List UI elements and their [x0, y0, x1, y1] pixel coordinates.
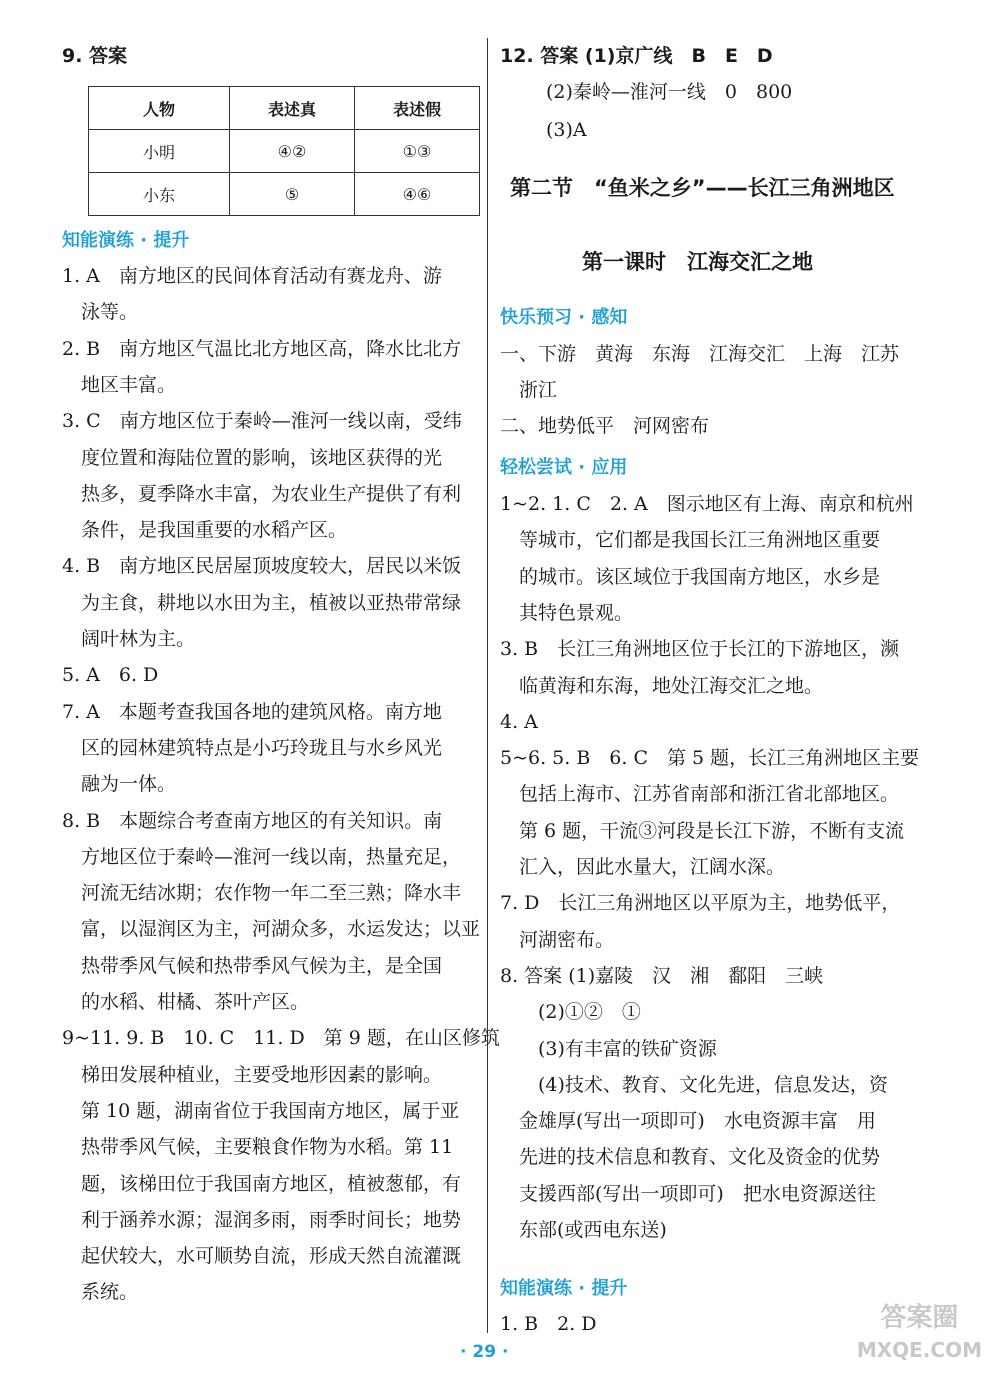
answer-line: 阔叶林为主。 [62, 628, 196, 650]
answer-line: 2. B 南方地区气温比北方地区高，降水比北方 [62, 337, 462, 360]
answer-line: 融为一体。 [62, 773, 177, 796]
answer-line: 第 10 题，湖南省位于我国南方地区，属于亚 [62, 1099, 460, 1122]
answer-line: 度位置和海陆位置的影响，该地区获得的光 [62, 446, 443, 469]
column-divider [487, 38, 488, 1333]
table-header: 表述真 [230, 87, 355, 130]
answer-table [88, 86, 480, 216]
answer-line: 4. B 南方地区民居屋顶坡度较大，居民以米饭 [62, 555, 462, 578]
answer-line: 条件，是我国重要的水稻产区。 [62, 519, 348, 542]
table-cell: ④⑥ [355, 173, 480, 216]
answer-line: 第 6 题，干流③河段是长江下游，不断有支流 [500, 819, 905, 842]
answer-line: (4)技术、教育、文化先进，信息发达，资 [500, 1073, 888, 1096]
answer-line: 热带季风气候，主要粮食作物为水稻。第 11 [62, 1136, 454, 1159]
answer-line: 起伏较大，水可顺势自流，形成天然自流灌溉 [62, 1245, 462, 1268]
answer-line: 7. D 长江三角洲地区以平原为主，地势低平， [500, 892, 901, 915]
table-header: 表述假 [355, 87, 480, 130]
answer-line: 为主食，耕地以水田为主，植被以亚热带常绿 [62, 591, 462, 614]
preview-line: 一、下游 黄海 东海 江海交汇 上海 江苏 [500, 343, 900, 365]
practice-line: 1. B 2. D [500, 1313, 597, 1335]
answer-line: 热带季风气候和热带季风气候为主，是全国 [62, 954, 443, 977]
table-row [89, 130, 480, 173]
answer-line: 富，以湿润区为主，河湖众多，水运发达；以亚 [62, 918, 481, 941]
answer-line: 系统。 [62, 1281, 139, 1304]
preview-section-title: 快乐预习 · 感知 [500, 307, 628, 328]
answer-line: 题，该梯田位于我国南方地区，植被葱郁，有 [62, 1172, 462, 1195]
answer-line: 9~11. 9. B 10. C 11. D 第 9 题，在山区修筑 [62, 1027, 500, 1050]
q12-answer-line: 12. 答案 (1)京广线 B E D [500, 45, 773, 67]
answer-line: 包括上海市、江苏省南部和浙江省北部地区。 [500, 783, 900, 806]
answer-line: 支援西部(写出一项即可) 把水电资源送往 [500, 1182, 876, 1205]
answer-line: 1. A 南方地区的民间体育活动有赛龙舟、游 [62, 265, 442, 287]
preview-line: 二、地势低平 河网密布 [500, 415, 710, 437]
answer-line: 4. A [500, 710, 538, 733]
practice-section-title: 知能演练 · 提升 [500, 1278, 628, 1299]
answer-line: 8. B 本题综合考查南方地区的有关知识。南 [62, 809, 443, 832]
table-cell: ⑤ [230, 173, 355, 216]
answer-line: 7. A 本题考查我国各地的建筑风格。南方地 [62, 700, 442, 723]
table-cell: 小明 [89, 130, 230, 173]
answer-line: 区的园林建筑特点是小巧玲珑且与水乡风光 [62, 736, 443, 759]
answer-line: 的城市。该区域位于我国南方地区，水乡是 [500, 565, 881, 588]
answer-line: 河流无结冰期；农作物一年二至三熟；降水丰 [62, 882, 462, 905]
answer-line: 临黄海和东海，地处江海交汇之地。 [500, 674, 824, 697]
q12-answer-line: (3)A [546, 119, 587, 141]
table-cell: ①③ [355, 130, 480, 173]
table-cell: ④② [230, 130, 355, 173]
section-title: 知能演练 · 提升 [62, 230, 190, 251]
answer-line: 金雄厚(写出一项即可) 水电资源丰富 用 [500, 1110, 876, 1133]
answer-line: 其特色景观。 [500, 601, 634, 624]
answer-line: 的水稻、柑橘、茶叶产区。 [62, 991, 310, 1013]
try-section-title: 轻松尝试 · 应用 [500, 457, 628, 478]
answer-line: 5. A 6. D [62, 664, 159, 687]
answer-line: 先进的技术信息和教育、文化及资金的优势 [500, 1146, 881, 1169]
answer-line: 汇入，因此水量大，江阔水深。 [500, 856, 786, 878]
answer-line: 东部(或西电东送) [500, 1219, 667, 1241]
answer-line: (2)①② ① [500, 1001, 641, 1024]
answer-line: 泳等。 [62, 301, 139, 324]
answer-line: 3. C 南方地区位于秦岭—淮河一线以南，受纬 [62, 410, 462, 433]
answer-line: 方地区位于秦岭—淮河一线以南，热量充足， [62, 845, 462, 868]
answer-line: 8. 答案 (1)嘉陵 汉 湘 鄱阳 三峡 [500, 964, 824, 987]
table-cell: 小东 [89, 173, 230, 216]
lesson-title: 第一课时 江海交汇之地 [582, 250, 813, 274]
answer-line: 梯田发展种植业，主要受地形因素的影响。 [62, 1063, 443, 1086]
answer-line: 1~2. 1. C 2. A 图示地区有上海、南京和杭州 [500, 493, 914, 515]
answer-line: 地区丰富。 [62, 373, 177, 396]
watermark-logo: 答案圈 MXQE.COM [856, 1303, 982, 1362]
answer-line: 等城市，它们都是我国长江三角洲地区重要 [500, 529, 881, 552]
table-row [89, 173, 480, 216]
answer-line: 3. B 长江三角洲地区位于长江的下游地区，濒 [500, 638, 900, 661]
answer-line: (3)有丰富的铁矿资源 [500, 1037, 717, 1060]
answer-line: 热多，夏季降水丰富，为农业生产提供了有利 [62, 482, 462, 505]
answer-line: 5~6. 5. B 6. C 第 5 题，长江三角洲地区主要 [500, 747, 920, 770]
chapter-title: 第二节 “鱼米之乡”——长江三角洲地区 [510, 176, 895, 200]
answer-line: 利于涵养水源；湿润多雨，雨季时间长；地势 [62, 1208, 462, 1231]
preview-line: 浙江 [500, 379, 558, 401]
page-number: · 29 · [460, 1342, 509, 1362]
table-header: 人物 [89, 87, 230, 130]
answer-line: 河湖密布。 [500, 928, 615, 951]
q12-answer-line: (2)秦岭—淮河一线 0 800 [546, 81, 793, 103]
q9-heading: 9. 答案 [62, 45, 128, 67]
